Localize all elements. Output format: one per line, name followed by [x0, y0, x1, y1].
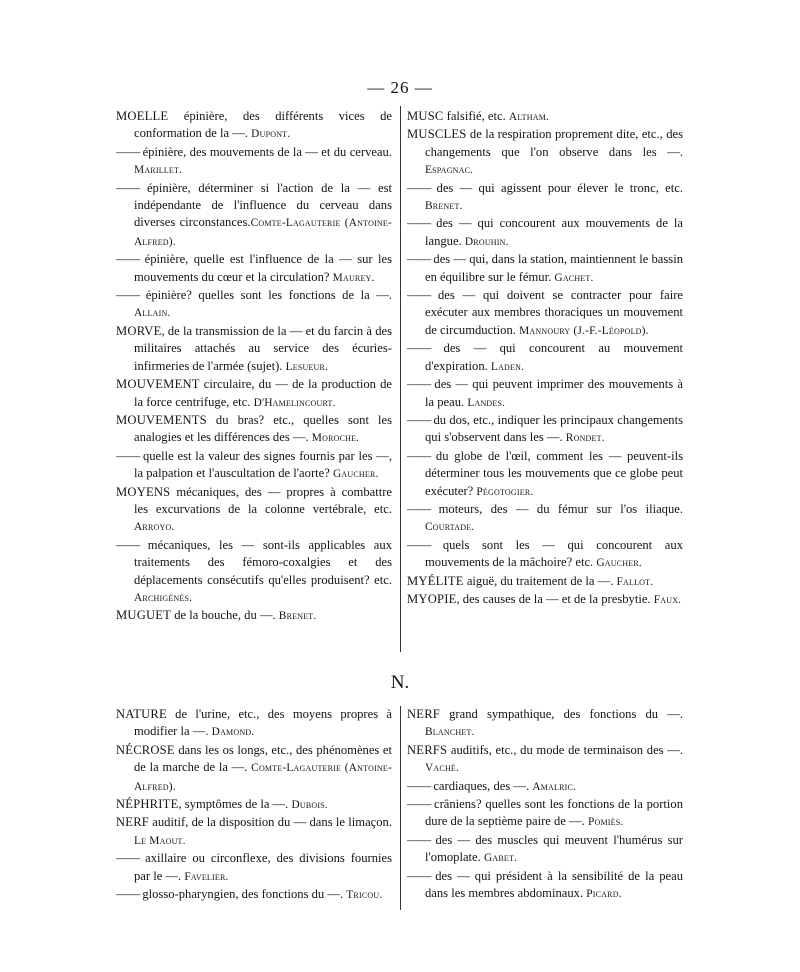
entry-subject: dans les os longs, etc., des phénomènes et de la marche de la —. [134, 742, 392, 775]
entry-headword: —— [116, 288, 140, 303]
entry-headword: NÉPHRITE [116, 797, 179, 812]
entry-author: Gaucher. [332, 468, 379, 481]
entry-headword: MORVE [116, 323, 162, 338]
entry-subject: auditif, de la disposition du — dans le limaçon. [149, 815, 392, 830]
entry-headword: —— [116, 252, 140, 267]
index-entry [116, 706, 392, 742]
entry-author: Dubois. [291, 799, 328, 812]
entry-headword: MYÉLITE [407, 573, 464, 588]
index-entry [116, 287, 392, 323]
index-entry [407, 501, 683, 537]
entry-subject: cardiaques, des —. [430, 778, 533, 793]
entry-author: Espagnac. [425, 164, 474, 177]
index-entry [116, 886, 392, 904]
entry-subject: quels sont les — qui concourent aux mouvements de la mâchoire? etc. [425, 537, 683, 570]
entry-author: Blanchet. [425, 726, 475, 739]
entry-headword: —— [116, 448, 140, 463]
entry-author: Pomiès. [587, 816, 624, 829]
left-column-top [116, 108, 392, 626]
entry-author: D'Hamelincourt. [253, 396, 336, 409]
entry-headword: —— [407, 252, 431, 267]
entry-subject: épinière, des mouvements de la — et du cerveau. [139, 144, 392, 159]
entry-author: Archigénès. [134, 591, 193, 604]
entry-headword: —— [407, 412, 431, 427]
entry-subject: épinière, quelle est l'influence de la — sur les mouvements du cœur et la circulation? [134, 252, 392, 284]
entry-subject: épinière, des différents vices de conformation de la —. [134, 109, 392, 141]
entry-headword: —— [116, 851, 140, 866]
entry-subject: glosso-pharyngien, des fonctions du —. [139, 887, 347, 902]
entry-author: Comte-Lagauterie (Antoine-Alfred). [134, 217, 392, 248]
entry-author: Fallot. [616, 575, 654, 588]
entry-author: Altham. [508, 111, 550, 123]
entry-subject: de la respiration proprement dite, etc., des changements que l'on observe dans les —. [425, 127, 683, 159]
entry-author: Drouhin. [464, 235, 509, 248]
entry-subject: axillaire ou circonflexe, des divisions fournies par le —. [134, 851, 392, 883]
index-entry [407, 796, 683, 832]
left-column-bottom [116, 706, 392, 904]
entry-author: Gaucher. [596, 557, 642, 570]
entry-subject: mécaniques, les — sont-ils applicables aux traitements des fémoro-coxalgies et des déplacements consécutifs qu'elles produisent? etc. [134, 537, 392, 587]
entry-subject: des — qui peuvent imprimer des mouvements à la peau. [425, 377, 683, 409]
entry-subject: , symptômes de la —. [178, 797, 292, 812]
entry-author: Damond. [211, 726, 255, 739]
index-entry [116, 742, 392, 796]
index-entry [116, 376, 392, 412]
index-entry [116, 850, 392, 886]
entry-headword: —— [407, 832, 431, 847]
entry-headword: —— [407, 288, 431, 303]
right-column-bottom [407, 706, 683, 903]
entry-headword: —— [407, 180, 431, 195]
index-entry [407, 108, 683, 126]
entry-author: Lesueur. [285, 360, 329, 373]
entry-headword: —— [116, 180, 140, 195]
entry-subject: crâniens? quelles sont les fonctions de la portion dure de la septième paire de —. [425, 797, 683, 829]
entry-subject: des — qui, dans la station, maintiennent le bassin en équilibre sur le fémur. [425, 252, 683, 284]
index-entry [116, 607, 392, 625]
entry-headword: NATURE [116, 707, 167, 721]
index-entry [407, 376, 683, 412]
column-divider-bottom [400, 706, 401, 910]
entry-headword: MUSCLES [407, 127, 467, 142]
entry-headword: —— [116, 537, 140, 552]
entry-subject: des — qui concourent aux mouvements de la langue. [425, 216, 683, 248]
entry-headword: NERF [116, 815, 149, 830]
entry-subject: des — qui président à la sensibilité de la peau dans les membres abdominaux. [425, 868, 683, 901]
index-entry [407, 126, 683, 179]
entry-author: Courtade. [425, 521, 475, 534]
index-entry [407, 742, 683, 778]
entry-subject: circulaire, du — de la production de la force centrifuge, etc. [134, 377, 392, 409]
index-entry [116, 484, 392, 537]
index-entry [407, 287, 683, 340]
entry-subject: du globe de l'œil, comment les — peuvent-ils déterminer tous les mouvements que ce globe peut exécuter? [425, 448, 683, 498]
entry-headword: —— [407, 448, 431, 463]
entry-subject: , des causes de la — et de la presbytie. [456, 591, 654, 606]
entry-subject: auditifs, etc., du mode de terminaison des —. [447, 742, 683, 757]
entry-headword: —— [407, 537, 431, 552]
entry-headword: —— [116, 144, 140, 159]
index-entry [407, 573, 683, 591]
entry-subject: des — qui doivent se contracter pour faire exécuter aux membres thoraciques un mouvement de circumduction. [425, 288, 683, 337]
index-entry [407, 251, 683, 287]
index-entry [116, 144, 392, 180]
entry-headword: MUGUET [116, 608, 172, 623]
index-entry [407, 778, 683, 796]
entry-headword: NERF [407, 707, 440, 721]
entry-author: Maurey. [332, 271, 375, 284]
page-number: — 26 — [367, 78, 433, 97]
entry-headword: MYOPIE [407, 591, 457, 606]
index-entry [407, 340, 683, 376]
entry-headword: NÉCROSE [116, 742, 175, 757]
entry-subject: du bras? etc., quelles sont les analogies et les différences des —. [134, 412, 392, 445]
index-entry [116, 796, 392, 814]
index-entry [116, 180, 392, 252]
entry-author: Moroche. [311, 432, 360, 445]
index-entry [116, 108, 392, 144]
entry-subject: moteurs, des — du fémur sur l'os iliaque. [430, 501, 683, 516]
entry-author: Brenet. [278, 610, 317, 623]
entry-headword: —— [407, 797, 431, 812]
entry-author: Le Maout. [134, 834, 186, 847]
entry-author: Tricou. [346, 889, 383, 902]
entry-subject: du dos, etc., indiquer les principaux changements qui s'observent dans les —. [425, 412, 683, 445]
entry-headword: —— [407, 501, 431, 516]
entry-subject: grand sympathique, des fonctions du —. [440, 707, 683, 721]
index-entry [407, 832, 683, 868]
index-entry [116, 448, 392, 484]
entry-author: Marillet. [134, 164, 183, 177]
entry-headword: —— [407, 377, 431, 392]
entry-headword: MUSC [407, 109, 444, 123]
entry-subject: , de la transmission de la — et du farcin à des militaires attachés au service des écuries-infirmeries de l'armée (sujet). [134, 323, 392, 373]
index-entry [116, 251, 392, 287]
entry-headword: —— [407, 216, 431, 231]
entry-headword: —— [116, 887, 140, 902]
entry-headword: MOELLE [116, 109, 169, 123]
entry-author: Allain. [134, 307, 171, 320]
entry-subject: des — qui agissent pour élever le tronc, etc. [430, 180, 683, 195]
entry-subject: épinière, déterminer si l'action de la — est indépendante de l'influence du cerveau dans diverses circonstances. [134, 180, 392, 230]
entry-headword: MOUVEMENT [116, 377, 200, 392]
index-entry [407, 215, 683, 251]
entry-author: Gabet. [483, 852, 518, 865]
entry-headword: MOYENS [116, 484, 171, 499]
index-entry [116, 412, 392, 448]
entry-subject: falsifié, etc. [443, 109, 509, 123]
right-column-top [407, 108, 683, 609]
entry-author: Picard. [586, 888, 622, 901]
entry-author: Dupont. [251, 128, 291, 141]
index-entry [116, 814, 392, 850]
index-entry [407, 537, 683, 573]
entry-author: Favelier. [184, 870, 229, 883]
entry-author: Rondet. [565, 432, 605, 445]
entry-subject: des — des muscles qui meuvent l'humérus sur l'omoplate. [425, 832, 683, 865]
index-entry [407, 412, 683, 448]
entry-subject: quelle est la valeur des signes fournis par les —, la palpation et l'auscultation de l'aorte? [134, 448, 392, 481]
entry-author: Amalric. [532, 780, 577, 793]
index-entry [407, 868, 683, 904]
entry-subject: des — qui concourent au mouvement d'expiration. [425, 341, 683, 373]
entry-author: Pégotogier. [476, 485, 534, 498]
entry-headword: NERFS [407, 742, 448, 757]
index-entry [116, 537, 392, 608]
entry-author: Vaché. [425, 762, 460, 775]
section-heading-n: N. [390, 672, 410, 693]
entry-author: Mannoury (J.-F.-Léopold). [519, 324, 649, 337]
entry-author: Brenet. [425, 200, 463, 213]
entry-author: Arroyo. [134, 521, 175, 534]
entry-headword: —— [407, 778, 431, 793]
index-entry [407, 706, 683, 742]
entry-subject: de l'urine, etc., des moyens propres à modifier la —. [134, 707, 392, 739]
entry-subject: mécaniques, des — propres à combattre les excurvations de la colonne vertébrale, etc. [134, 484, 392, 516]
entry-subject: épinière? quelles sont les fonctions de la —. [139, 288, 392, 303]
entry-author: Gachet. [554, 271, 594, 284]
index-entry [407, 448, 683, 501]
entry-author: Faux. [653, 593, 682, 606]
index-entry [407, 591, 683, 609]
entry-headword: —— [407, 868, 431, 883]
column-divider-top [400, 106, 401, 652]
entry-author: Landes. [467, 396, 506, 409]
index-entry [407, 180, 683, 216]
entry-headword: —— [407, 341, 431, 356]
entry-subject: aiguë, du traitement de la —. [463, 573, 617, 588]
index-entry [116, 323, 392, 376]
entry-author: Laden. [490, 360, 525, 373]
entry-headword: MOUVEMENTS [116, 412, 207, 427]
entry-author: Comte-Lagauterie (Antoine-Alfred). [134, 762, 392, 793]
entry-subject: de la bouche, du —. [171, 608, 279, 623]
